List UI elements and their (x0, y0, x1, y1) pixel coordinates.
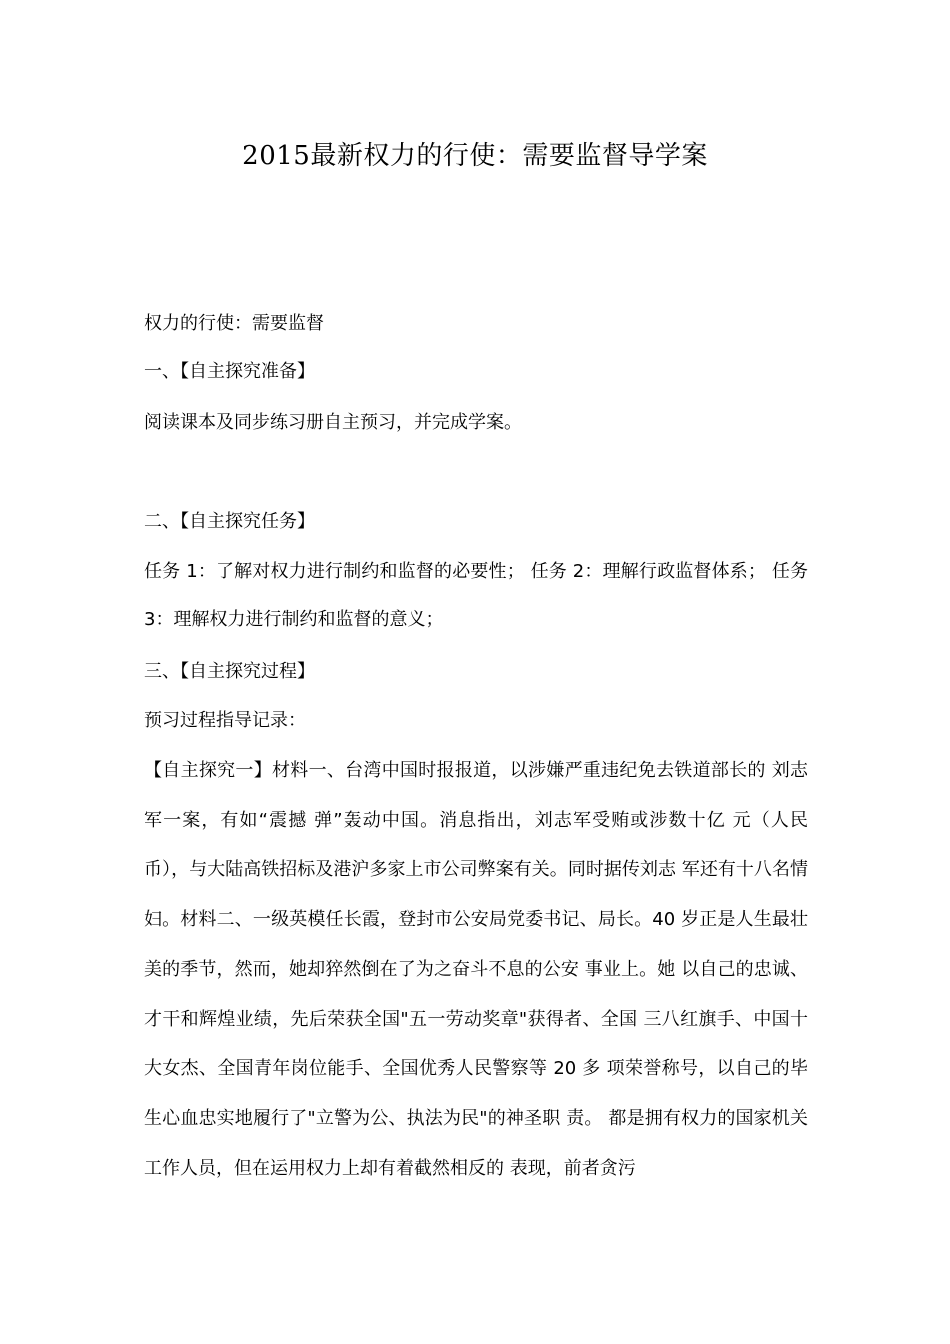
section-heading-tasks: 二、【自主探究任务】 (144, 511, 315, 532)
section-heading-preparation: 一、【自主探究准备】 (144, 361, 315, 382)
document-title: 2015最新权力的行使：需要监督导学案 (242, 141, 708, 171)
section-text-tasks: 任务 1：了解对权力进行制约和监督的必要性； 任务 2：理解行政监督体系； 任务 3：理解权力进行制约和监督的意义； (144, 561, 808, 630)
section-text-preparation: 阅读课本及同步练习册自主预习，并完成学案。 (144, 412, 522, 433)
document-subtitle: 权力的行使：需要监督 (144, 313, 324, 334)
section-text-process: 预习过程指导记录： (144, 710, 306, 731)
section-heading-process: 三、【自主探究过程】 (144, 661, 315, 682)
material-paragraph: 【自主探究一】材料一、台湾中国时报报道，以涉嫌严重违纪免去铁道部长的 刘志军一案，有如“震撼 弹”轰动中国。消息指出，刘志军受贿或涉数十亿 元（人民币），与大陆高铁招标及港沪多家上市公司弊案有关。同时据传刘志 军还有十八名情妇。材料二、一级英模任长霞，登封市公安局党委书记、局长。40 岁正是人生最壮美的季节，然而，她却猝然倒在了为之奋斗不息的公安 事业上。她 以自己的忠诚、才干和辉煌业绩，先后荣获全国"五一劳动奖章"获得者、全国 三八红旗手、中国十大女杰、全国青年岗位能手、全国优秀人民警察等 20 多 项荣誉称号，以自己的毕生心血忠实地履行了"立警为公、执法为民"的神圣职 责。 都是拥有权力的国家机关工作人员，但在运用权力上却有着截然相反的 表现，前者贪污 (144, 760, 808, 1179)
